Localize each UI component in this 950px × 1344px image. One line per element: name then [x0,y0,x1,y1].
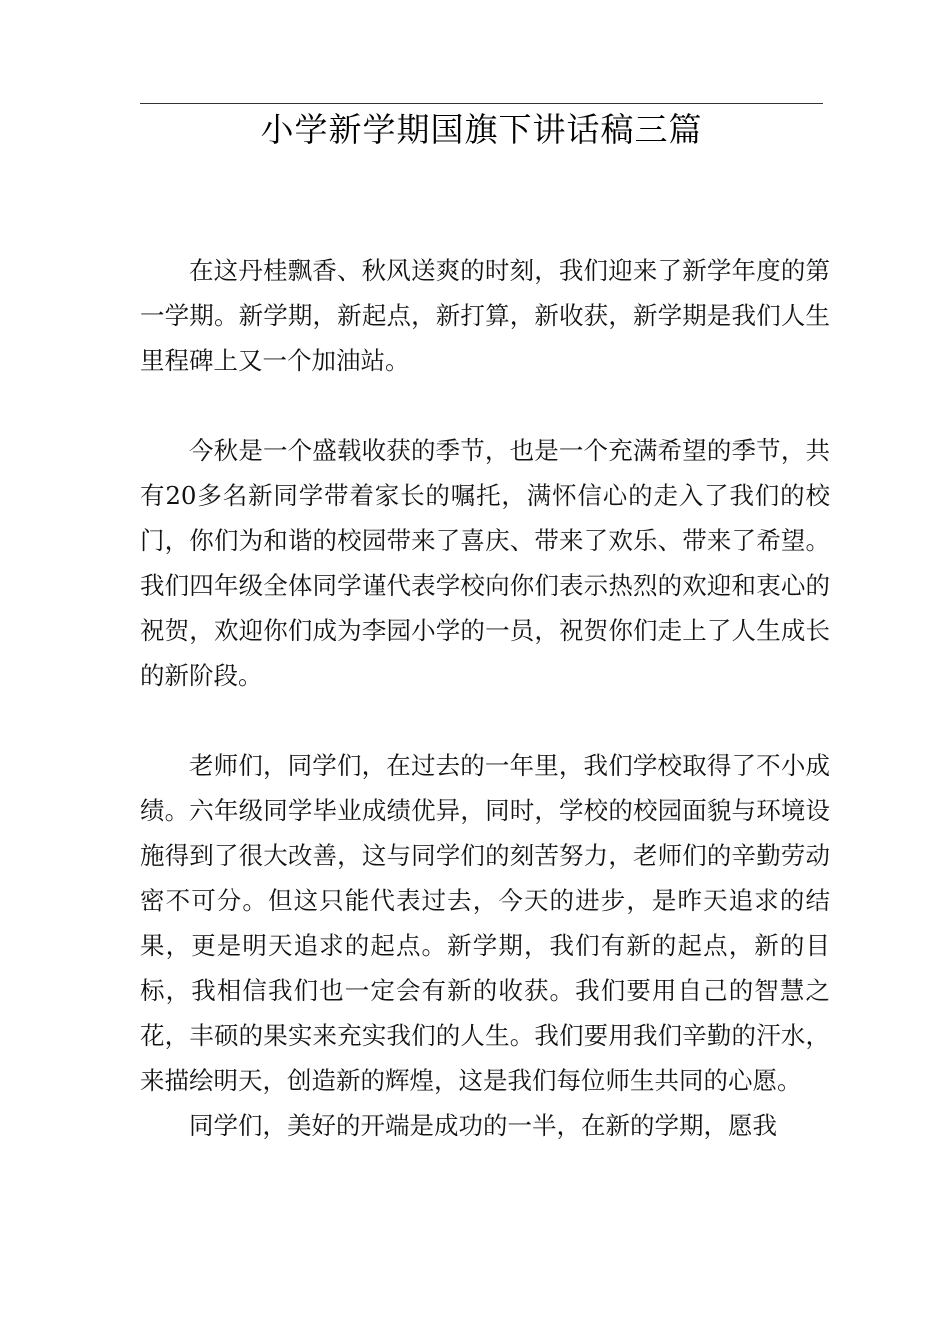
header-rule [140,103,823,104]
document-body [140,248,830,1148]
paragraph-gap [140,383,830,428]
paragraph-4: 同学们，美好的开端是成功的一半，在新的学期，愿我 [189,1111,777,1140]
paragraph-gap [140,698,830,743]
document-title: 小学新学期国旗下讲话稿三篇 [260,110,703,149]
paragraph-1: 在这丹桂飘香、秋风送爽的时刻，我们迎来了新学年度的第一学期。新学期，新起点，新打算，新收获，新学期是我们人生里程碑上又一个加油站。 [140,256,830,375]
paragraph-2: 今秋是一个盛载收获的季节，也是一个充满希望的季节，共有20多名新同学带着家长的嘱托，满怀信心的走入了我们的校门，你们为和谐的校园带来了喜庆、带来了欢乐、带来了希望。我们四年级全体同学谨代表学校向你们表示热烈的欢迎和衷心的祝贺，欢迎你们成为李园小学的一员，祝贺你们走上了人生成长的新阶段。 [140,436,830,690]
paragraph-3: 老师们，同学们，在过去的一年里，我们学校取得了不小成绩。六年级同学毕业成绩优异，同时，学校的校园面貌与环境设施得到了很大改善，这与同学们的刻苦努力，老师们的辛勤劳动密不可分。但这只能代表过去，今天的进步，是昨天追求的结果，更是明天追求的起点。新学期，我们有新的起点，新的目标，我相信我们也一定会有新的收获。我们要用自己的智慧之花，丰硕的果实来充实我们的人生。我们要用我们辛勤的汗水，来描绘明天，创造新的辉煌，这是我们每位师生共同的心愿。 [140,751,830,1095]
